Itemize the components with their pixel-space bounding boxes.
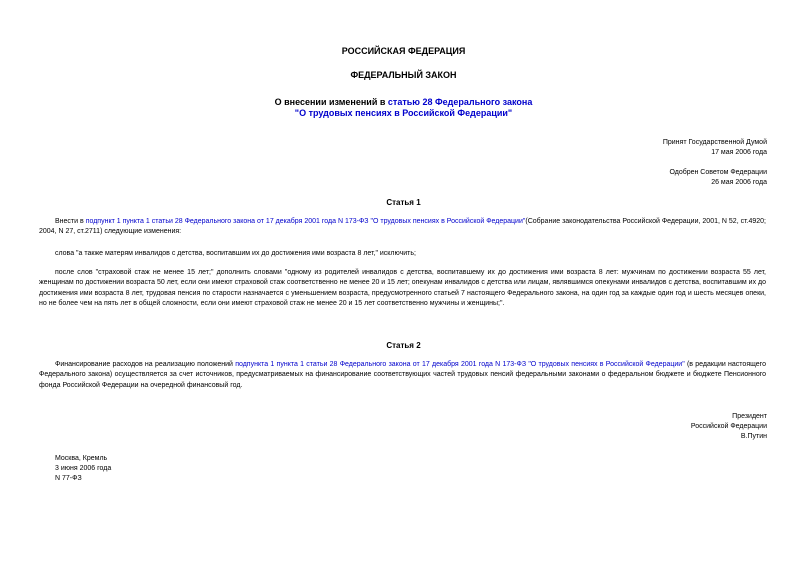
law-title-link-2[interactable]: "О трудовых пенсиях в Российской Федерации" — [294, 108, 513, 118]
adoption-council-label: Одобрен Советом Федерации — [669, 169, 767, 176]
article2-p1-suffix: (в редакции настоящего Федерального закона) осуществляется за счет источников, предусматриваемых на финансирование соответствующих частей трудовых пенсий федеральными законами о федеральном бюджете и бюджете Пенсионного фонда Российской Федерации на очередной финансовый год. — [39, 361, 766, 389]
adoption-council — [669, 168, 767, 188]
article2-heading: Статья 2 — [386, 341, 421, 350]
adoption-council-date: 26 мая 2006 года — [711, 179, 767, 186]
place-and-date — [55, 454, 111, 484]
article2-paragraph1 — [39, 360, 766, 391]
law-title-prefix: О внесении изменений в — [274, 97, 388, 107]
article1-paragraph3: после слов "страховой стаж не менее 15 лет;" дополнить словами "одному из родителей инвалидов с детства, воспитавшему их до достижения ими возраста 8 лет: мужчинам по достижении возраста 55 лет, женщинам по достижении возраста 50 лет, если они имеют страховой стаж соответственно не менее 20 и 15 лет; опекунам инвалидов с детства или лицам, являвшимся опекунами инвалидов с детства, воспитавшим их до достижения ими возраста 8 лет, трудовая пенсия по старости назначается с уменьшением возраста, предусмотренного статьей 7 настоящего Федерального закона, на один год за каждые один год и шесть месяцев опеки, но не более чем на пять лет в общей сложности, если они имеют страховой стаж не менее 20 и 15 лет соответственно мужчины и женщины;". — [39, 269, 767, 308]
signature-title: Президент — [732, 413, 767, 420]
country-heading: РОССИЙСКАЯ ФЕДЕРАЦИЯ — [341, 46, 466, 56]
adoption-duma — [663, 138, 767, 158]
law-title — [0, 97, 807, 108]
adoption-duma-label: Принят Государственной Думой — [662, 139, 767, 146]
article2-p1-link[interactable]: подпункта 1 пункта 1 статьи 28 Федерального закона от 17 декабря 2001 года N 173-ФЗ "О трудовых пенсиях в Российской Федерации" — [235, 361, 685, 368]
article1-p1-suffix: (Собрание законодательства Российской Федерации, 2001, N 52, ст.4920; 2004, N 27, ст.2711) следующие изменения: — [39, 218, 766, 236]
article1-paragraph2: слова "а также матерям инвалидов с детства, воспитавшим их до достижения ими возраста 8 лет," исключить; — [55, 250, 416, 257]
law-type-heading: ФЕДЕРАЛЬНЫЙ ЗАКОН — [350, 70, 457, 80]
place-date: 3 июня 2006 года — [55, 465, 112, 472]
article1-p1-prefix: Внести в — [55, 218, 86, 225]
adoption-duma-date: 17 мая 2006 года — [711, 149, 767, 156]
president-signature — [691, 412, 767, 442]
place-location: Москва, Кремль — [55, 455, 108, 462]
article1-p1-link[interactable]: подпункт 1 пункта 1 статьи 28 Федерального закона от 17 декабря 2001 года N 173-ФЗ "О трудовых пенсиях в Российской Федерации" — [85, 218, 526, 225]
law-title-link[interactable]: статью 28 Федерального закона — [387, 97, 533, 107]
law-title-line2 — [0, 108, 807, 119]
law-number: N 77-ФЗ — [55, 475, 82, 482]
article1-paragraph1 — [39, 217, 766, 238]
signature-name: В.Путин — [740, 433, 767, 440]
article1-heading: Статья 1 — [386, 198, 421, 207]
article2-p1-prefix: Финансирование расходов на реализацию положений — [55, 361, 236, 368]
signature-country: Российской Федерации — [690, 423, 767, 430]
